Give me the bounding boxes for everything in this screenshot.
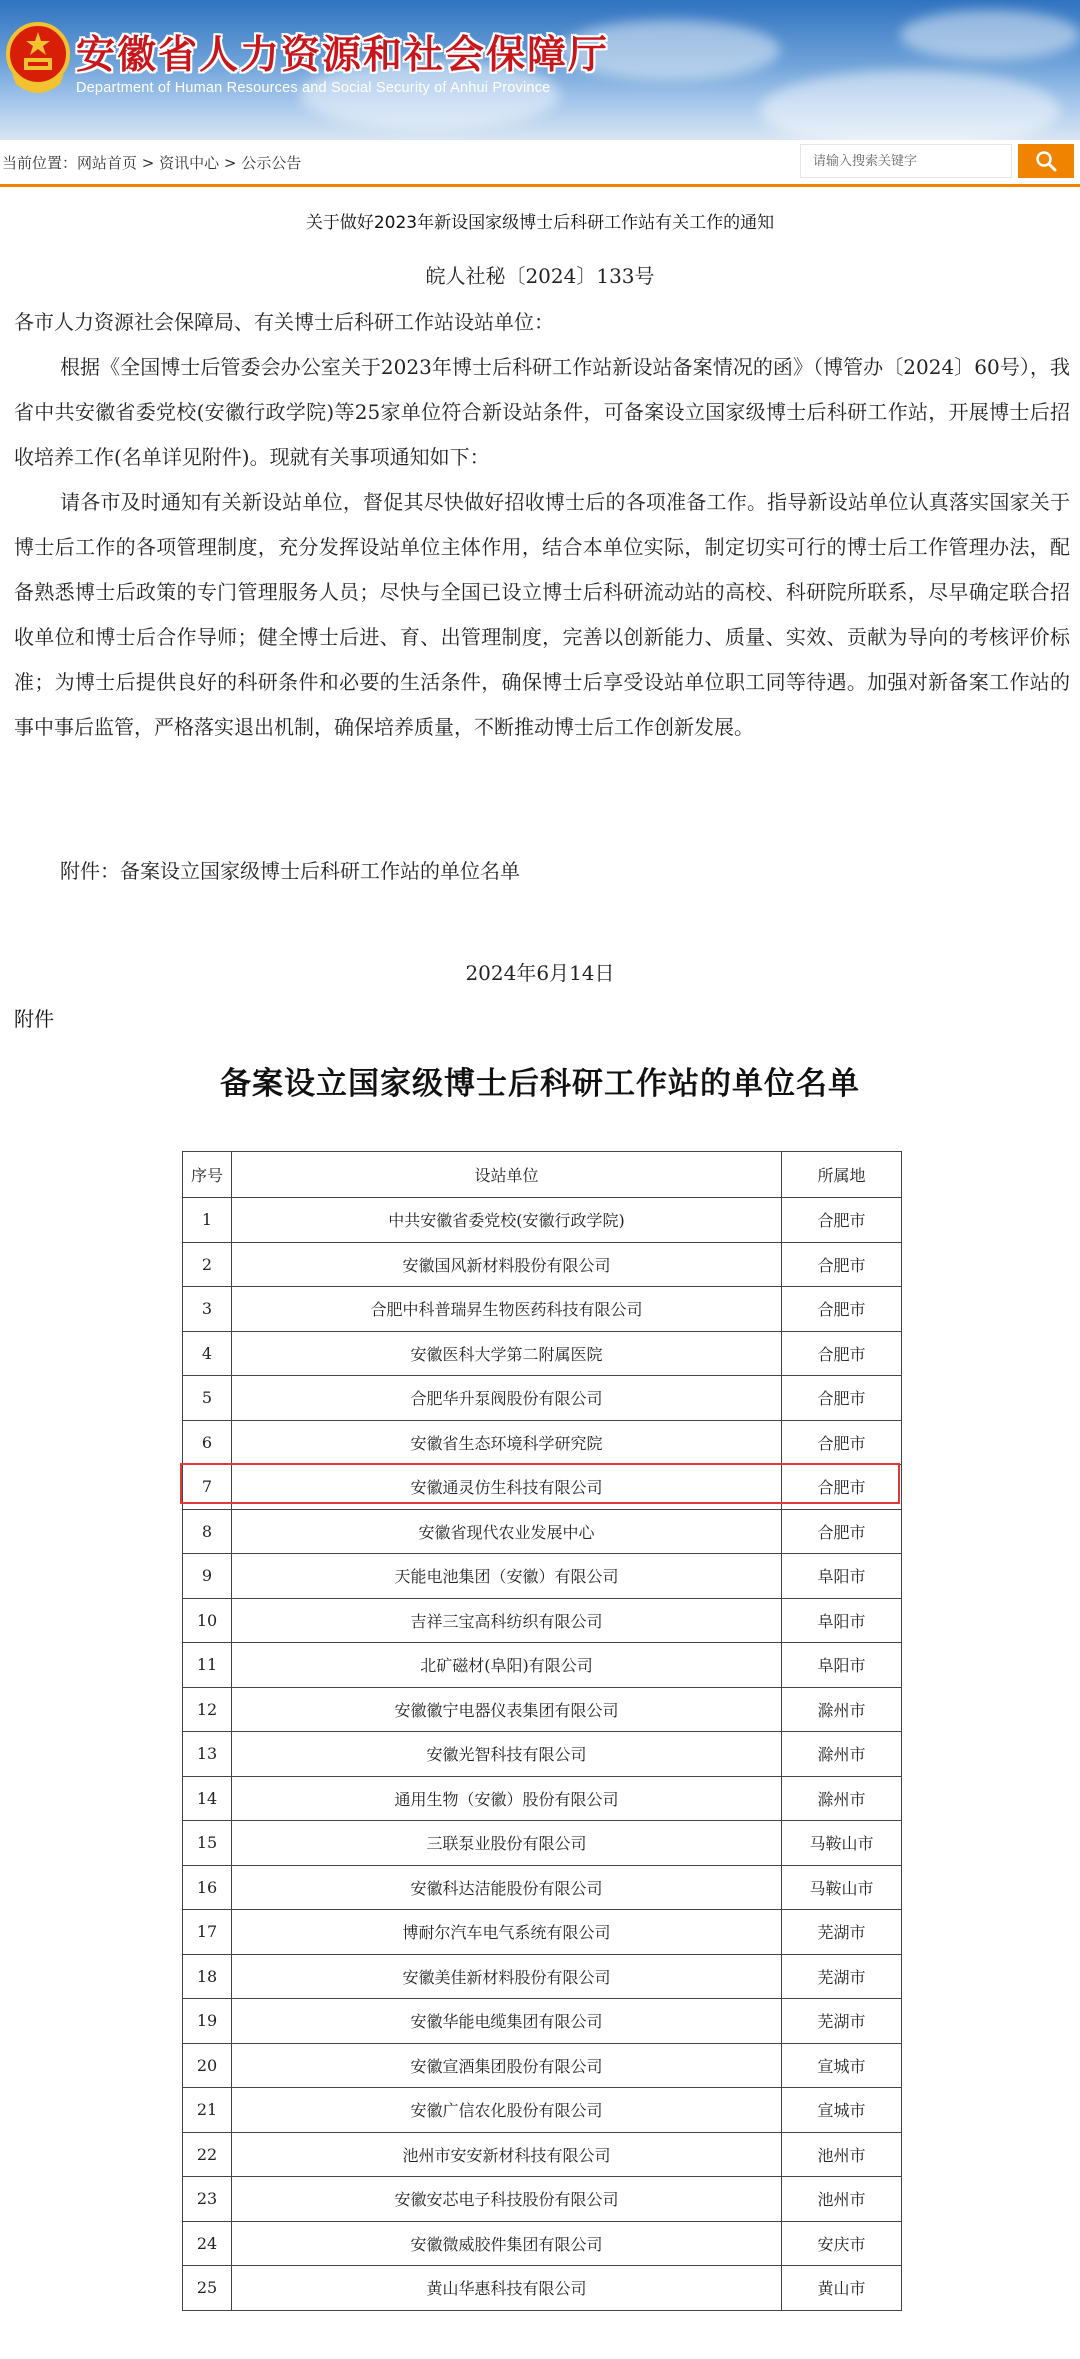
- cell-index: 3: [183, 1287, 232, 1332]
- cell-index: 23: [183, 2177, 232, 2222]
- cell-index: 17: [183, 1910, 232, 1955]
- cell-city: 合肥市: [782, 1331, 902, 1376]
- cell-unit: 安徽美佳新材料股份有限公司: [232, 1954, 782, 1999]
- cell-city: 马鞍山市: [782, 1865, 902, 1910]
- cell-index: 18: [183, 1954, 232, 1999]
- header-unit: 设站单位: [232, 1152, 782, 1198]
- cell-index: 20: [183, 2043, 232, 2088]
- cell-city: 黄山市: [782, 2266, 902, 2311]
- cell-city: 合肥市: [782, 1420, 902, 1465]
- cell-city: 合肥市: [782, 1198, 902, 1243]
- table-row: [183, 1376, 902, 1421]
- site-banner: [0, 0, 1080, 140]
- site-title: 安徽省人力资源和社会保障厅: [76, 33, 610, 78]
- cell-unit: 安徽科达洁能股份有限公司: [232, 1865, 782, 1910]
- table-row: [183, 1198, 902, 1243]
- table-row: [183, 2088, 902, 2133]
- cell-unit: 安徽省现代农业发展中心: [232, 1509, 782, 1554]
- breadcrumb-notice-link[interactable]: 公示公告: [241, 154, 302, 172]
- cell-city: 阜阳市: [782, 1643, 902, 1688]
- table-row: [183, 1865, 902, 1910]
- cell-index: 4: [183, 1331, 232, 1376]
- cell-unit: 安徽国风新材料股份有限公司: [232, 1242, 782, 1287]
- breadcrumb-home-link[interactable]: 网站首页: [77, 154, 138, 172]
- table-row: [183, 1598, 902, 1643]
- cell-unit: 池州市安安新材科技有限公司: [232, 2132, 782, 2177]
- cell-city: 合肥市: [782, 1287, 902, 1332]
- table-row: [183, 1999, 902, 2044]
- cell-index: 25: [183, 2266, 232, 2311]
- table-row: [183, 1509, 902, 1554]
- table-row: [183, 2177, 902, 2222]
- cell-index: 11: [183, 1643, 232, 1688]
- cell-index: 1: [183, 1198, 232, 1243]
- cell-city: 合肥市: [782, 1465, 902, 1510]
- table-row: [183, 1287, 902, 1332]
- table-row: [183, 1643, 902, 1688]
- cell-city: 滁州市: [782, 1776, 902, 1821]
- cell-unit: 安徽安芯电子科技股份有限公司: [232, 2177, 782, 2222]
- table-row: [183, 1776, 902, 1821]
- cell-city: 阜阳市: [782, 1554, 902, 1599]
- cell-index: 21: [183, 2088, 232, 2133]
- body-paragraph: 根据《全国博士后管委会办公室关于2023年博士后科研工作站新设站备案情况的函》（博管办〔2024〕60号），我省中共安徽省委党校(安徽行政学院)等25家单位符合新设站条件，可备案设立国家级博士后科研工作站，开展博士后招收培养工作(名单详见附件)。现就有关事项通知如下：: [14, 355, 1070, 469]
- table-row: [183, 2266, 902, 2311]
- cell-unit: 安徽徽宁电器仪表集团有限公司: [232, 1687, 782, 1732]
- table-row: [183, 2221, 902, 2266]
- table-row: [183, 1420, 902, 1465]
- breadcrumb-bar: [0, 140, 1080, 187]
- cell-index: 15: [183, 1821, 232, 1866]
- cell-index: 6: [183, 1420, 232, 1465]
- cell-unit: 安徽通灵仿生科技有限公司: [232, 1465, 782, 1510]
- search-icon: [1035, 150, 1057, 172]
- cell-city: 合肥市: [782, 1376, 902, 1421]
- cell-city: 滁州市: [782, 1732, 902, 1777]
- table-row: [183, 1465, 902, 1510]
- cell-index: 13: [183, 1732, 232, 1777]
- cell-city: 安庆市: [782, 2221, 902, 2266]
- cell-unit: 安徽医科大学第二附属医院: [232, 1331, 782, 1376]
- breadcrumb-prefix: 当前位置：: [2, 154, 78, 172]
- body-paragraph: 请各市及时通知有关新设站单位，督促其尽快做好招收博士后的各项准备工作。指导新设站单位认真落实国家关于博士后工作的各项管理制度，充分发挥设站单位主体作用，结合本单位实际，制定切实可行的博士后工作管理办法，配备熟悉博士后政策的专门管理服务人员；尽快与全国已设立博士后科研流动站的高校、科研院所联系，尽早确定联合招收单位和博士后合作导师；健全博士后进、育、出管理制度，完善以创新能力、质量、实效、贡献为导向的考核评价标准；为博士后提供良好的科研条件和必要的生活条件，确保博士后享受设站单位职工同等待遇。加强对新备案工作站的事中事后监管，严格落实退出机制，确保培养质量，不断推动博士后工作创新发展。: [14, 490, 1070, 739]
- cell-index: 24: [183, 2221, 232, 2266]
- cell-city: 滁州市: [782, 1687, 902, 1732]
- article-title: 关于做好2023年新设国家级博士后科研工作站有关工作的通知: [305, 213, 775, 233]
- cell-unit: 中共安徽省委党校(安徽行政学院): [232, 1198, 782, 1243]
- publish-date: 2024年6月14日: [465, 961, 615, 985]
- cell-city: 马鞍山市: [782, 1821, 902, 1866]
- attachment-note-link[interactable]: 附件：备案设立国家级博士后科研工作站的单位名单: [60, 859, 520, 883]
- table-row: [183, 1242, 902, 1287]
- cell-city: 芜湖市: [782, 1999, 902, 2044]
- cell-unit: 安徽省生态环境科学研究院: [232, 1420, 782, 1465]
- table-row: [183, 1954, 902, 1999]
- cell-city: 池州市: [782, 2177, 902, 2222]
- national-emblem-icon: [4, 18, 72, 98]
- attachment-title: 备案设立国家级博士后科研工作站的单位名单: [220, 1066, 860, 1102]
- cell-index: 5: [183, 1376, 232, 1421]
- cell-city: 宣城市: [782, 2088, 902, 2133]
- cell-index: 2: [183, 1242, 232, 1287]
- cell-index: 12: [183, 1687, 232, 1732]
- table-row: [183, 2132, 902, 2177]
- cell-unit: 安徽微威胶件集团有限公司: [232, 2221, 782, 2266]
- cell-index: 16: [183, 1865, 232, 1910]
- site-subtitle: Department of Human Resources and Social Security of Anhui Province: [76, 80, 551, 96]
- header-index: 序号: [183, 1152, 232, 1198]
- cell-index: 14: [183, 1776, 232, 1821]
- cell-index: 10: [183, 1598, 232, 1643]
- breadcrumb-separator: >: [219, 154, 242, 172]
- cell-city: 合肥市: [782, 1509, 902, 1554]
- cell-city: 芜湖市: [782, 1910, 902, 1955]
- cell-unit: 黄山华惠科技有限公司: [232, 2266, 782, 2311]
- cell-unit: 北矿磁材(阜阳)有限公司: [232, 1643, 782, 1688]
- cell-unit: 安徽华能电缆集团有限公司: [232, 1999, 782, 2044]
- cell-unit: 合肥中科普瑞昇生物医药科技有限公司: [232, 1287, 782, 1332]
- document-number: 皖人社秘〔2024〕133号: [425, 264, 655, 288]
- cell-city: 合肥市: [782, 1242, 902, 1287]
- search-input[interactable]: [800, 144, 1012, 178]
- table-row: [183, 1331, 902, 1376]
- cell-city: 阜阳市: [782, 1598, 902, 1643]
- table-row: [183, 1554, 902, 1599]
- cell-index: 8: [183, 1509, 232, 1554]
- cell-city: 池州市: [782, 2132, 902, 2177]
- cell-index: 7: [183, 1465, 232, 1510]
- cell-unit: 吉祥三宝高科纺织有限公司: [232, 1598, 782, 1643]
- breadcrumb-news-link[interactable]: 资讯中心: [159, 154, 220, 172]
- table-row: [183, 2043, 902, 2088]
- cell-unit: 安徽宣酒集团股份有限公司: [232, 2043, 782, 2088]
- cell-city: 宣城市: [782, 2043, 902, 2088]
- cell-city: 芜湖市: [782, 1954, 902, 1999]
- cell-unit: 天能电池集团（安徽）有限公司: [232, 1554, 782, 1599]
- cell-unit: 安徽广信农化股份有限公司: [232, 2088, 782, 2133]
- cell-index: 22: [183, 2132, 232, 2177]
- salutation: 各市人力资源社会保障局、有关博士后科研工作站设站单位：: [14, 310, 554, 334]
- cell-index: 9: [183, 1554, 232, 1599]
- attachment-label: 附件: [14, 1007, 54, 1031]
- table-row: [183, 1821, 902, 1866]
- cell-unit: 安徽光智科技有限公司: [232, 1732, 782, 1777]
- table-row: [183, 1910, 902, 1955]
- header-city: 所属地: [782, 1152, 902, 1198]
- breadcrumb-separator: >: [137, 154, 160, 172]
- cell-index: 19: [183, 1999, 232, 2044]
- table-row: [183, 1687, 902, 1732]
- table-row: [183, 1732, 902, 1777]
- table-header-row: [183, 1152, 902, 1198]
- cell-unit: 博耐尔汽车电气系统有限公司: [232, 1910, 782, 1955]
- cell-unit: 合肥华升泵阀股份有限公司: [232, 1376, 782, 1421]
- search-button[interactable]: [1018, 144, 1074, 178]
- cell-unit: 三联泵业股份有限公司: [232, 1821, 782, 1866]
- cell-unit: 通用生物（安徽）股份有限公司: [232, 1776, 782, 1821]
- breadcrumb: [2, 152, 301, 173]
- unit-list-table: [182, 1151, 902, 2311]
